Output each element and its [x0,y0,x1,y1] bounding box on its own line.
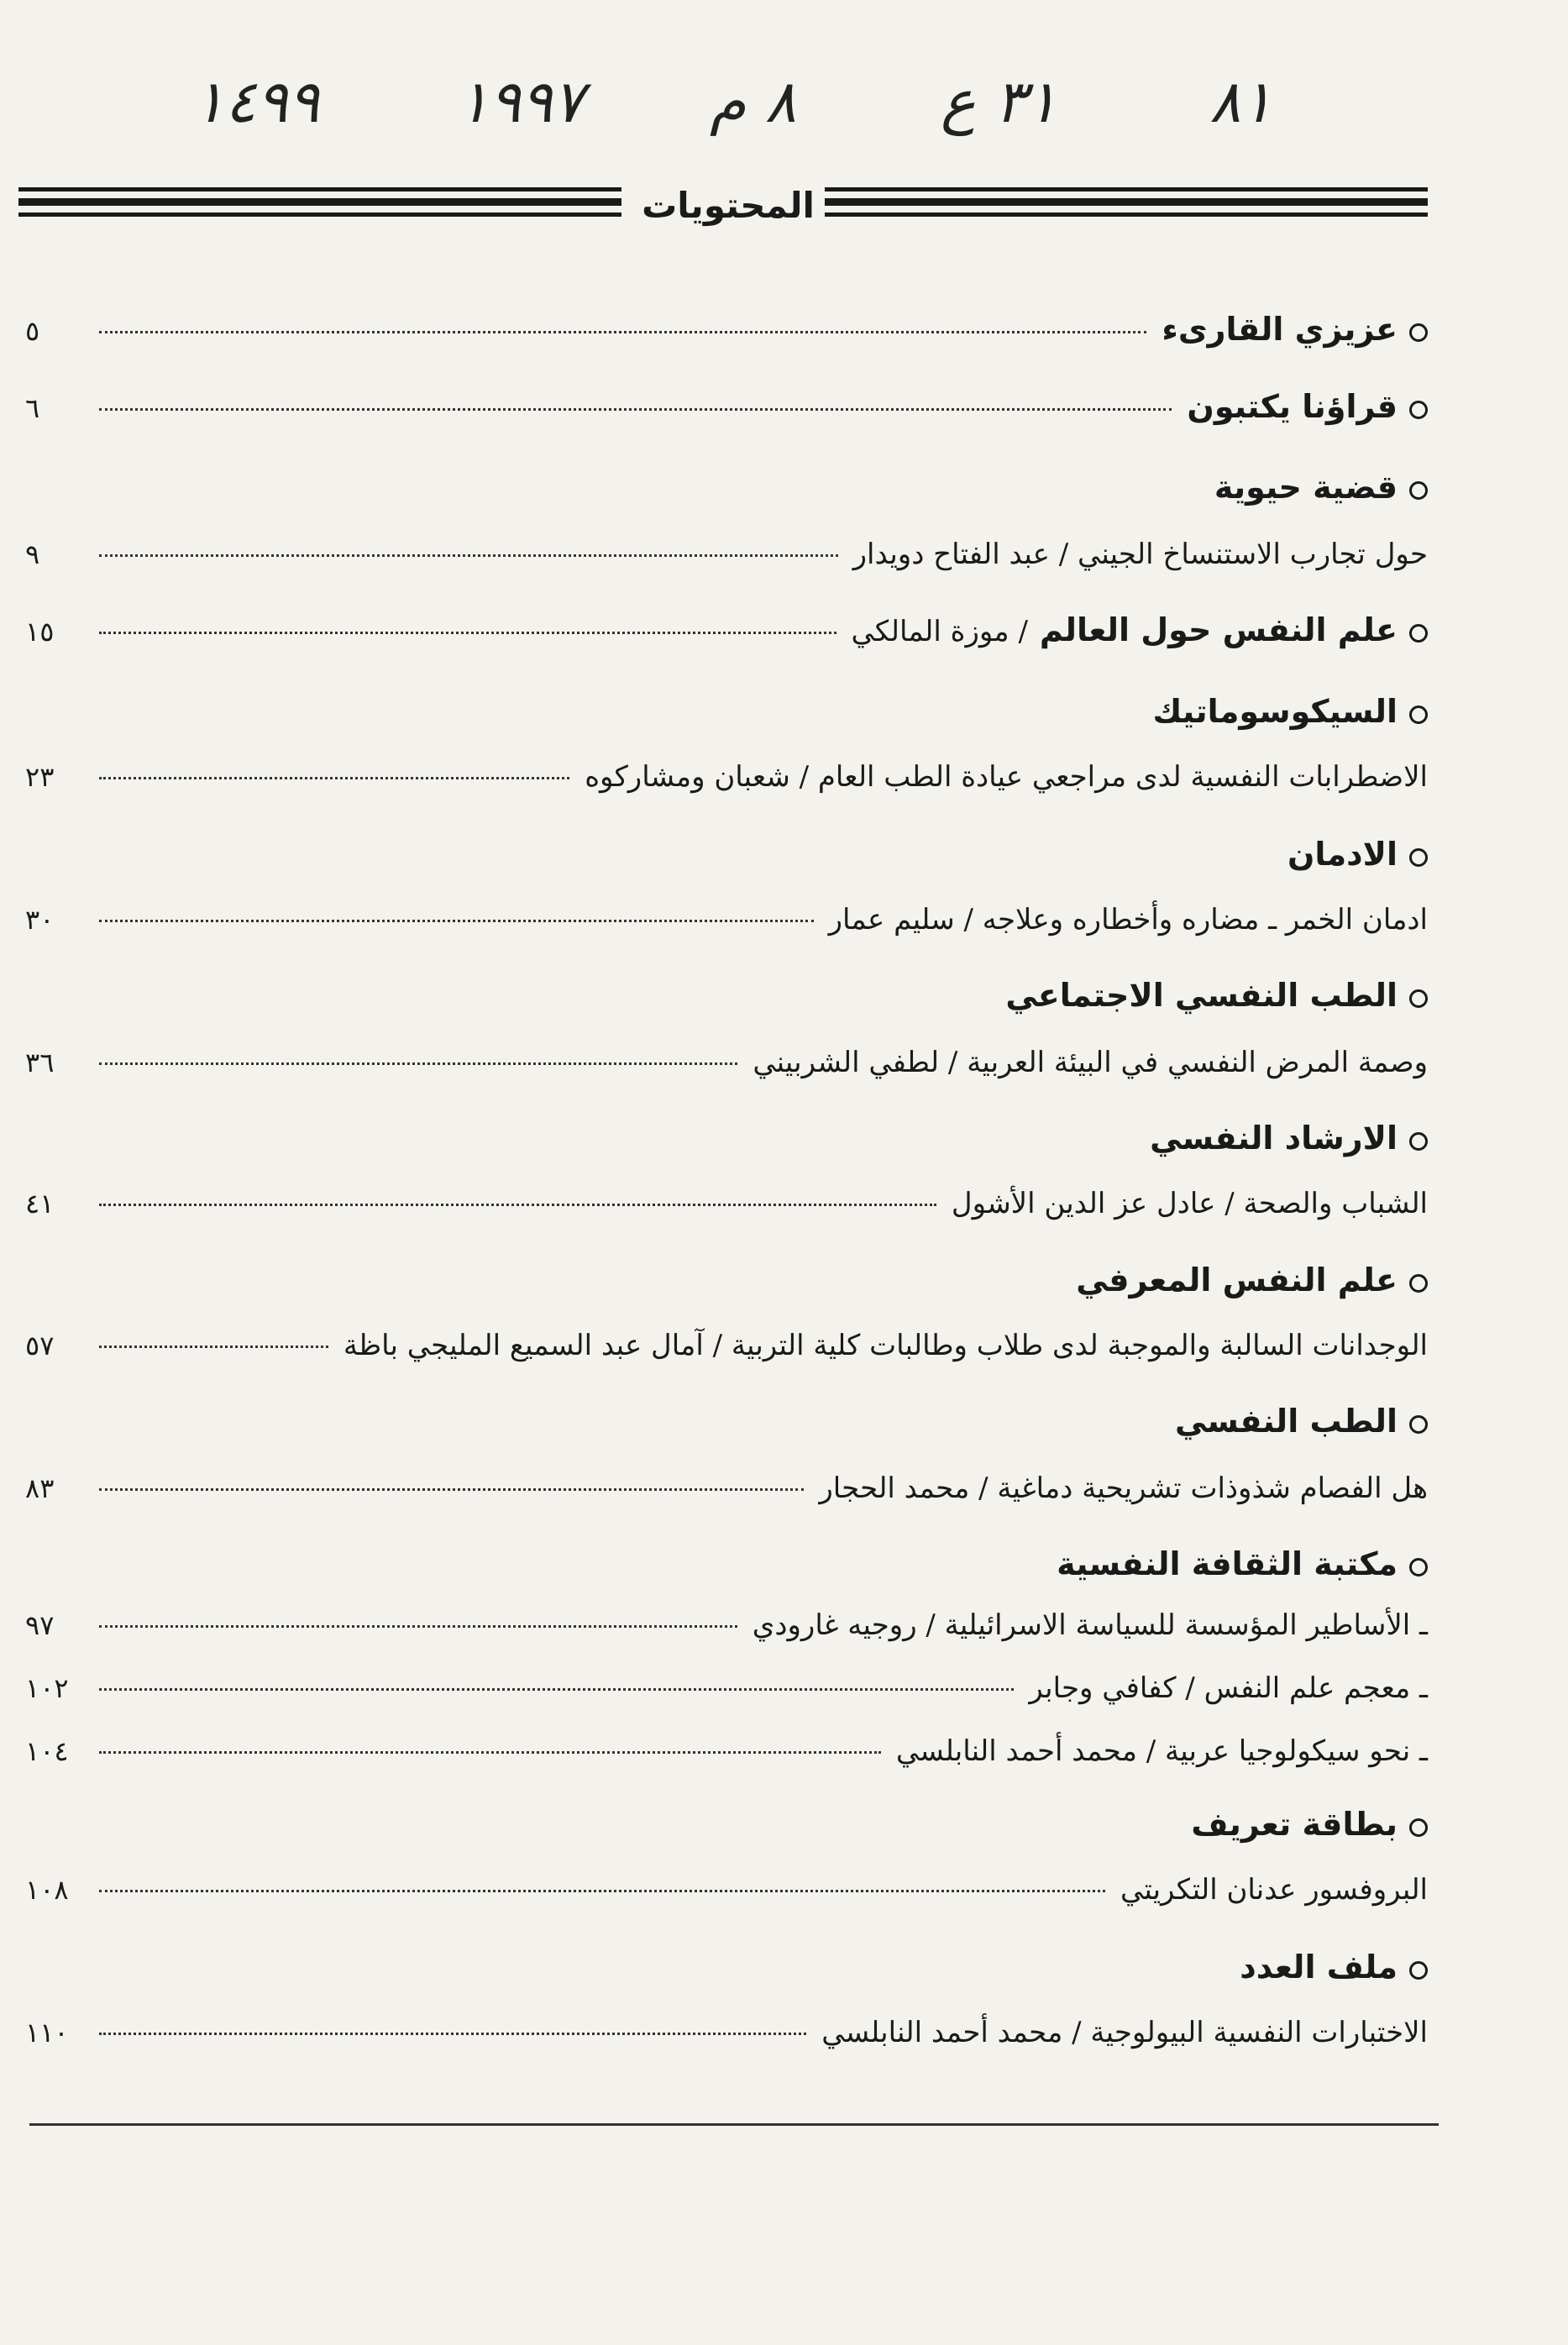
toc-section-heading [25,836,1428,873]
toc-article[interactable] [25,1873,1428,1907]
title-row [18,181,1428,231]
toc-section-heading [25,469,1428,506]
handwritten-note: ٨ م [710,67,797,136]
circle-bullet-icon [1409,323,1428,342]
circle-bullet-icon [1409,1274,1428,1293]
article-title: الوجدانات السالبة والموجبة لدى طلاب وطالبات كلية التربية / آمال عبد السميع المليجي باظة [343,1329,1428,1362]
page-number: ٣٦ [25,1047,55,1078]
toc-section-heading [25,1120,1428,1157]
circle-bullet-icon [1409,1961,1428,1980]
article-title: البروفسور عدنان التكريتي [1120,1873,1428,1907]
toc-article[interactable] [25,1608,1428,1642]
leader-dots [99,1625,737,1628]
article-title: وصمة المرض النفسي في البيئة العربية / لطفي الشربيني [753,1046,1428,1079]
page-number: ١٠٤ [25,1735,69,1767]
toc-article[interactable] [25,760,1428,794]
article-title: الشباب والصحة / عادل عز الدين الأشول [951,1187,1428,1220]
toc-article[interactable] [25,538,1428,571]
page-number: ١٠٢ [25,1672,69,1704]
article-title: حول تجارب الاستنساخ الجيني / عبد الفتاح دويدار [852,538,1428,571]
circle-bullet-icon [1409,401,1428,419]
title-rule-left [18,187,621,224]
toc-section-heading [25,1949,1428,1986]
leader-dots [99,1204,936,1206]
bottom-divider [29,2123,1439,2126]
toc-article[interactable] [25,1734,1428,1768]
leader-dots [99,1346,328,1348]
section-title: ملف العدد [1240,1949,1398,1986]
toc-article[interactable] [25,1671,1428,1705]
toc-article[interactable] [25,2016,1428,2049]
circle-bullet-icon [1409,989,1428,1008]
section-title: مكتبة الثقافة النفسية [1057,1545,1398,1582]
title-rule-right [825,187,1428,224]
toc-section[interactable] [25,611,1428,648]
page-number: ١٥ [25,616,55,648]
toc-article[interactable] [25,1329,1428,1362]
section-title: بطاقة تعريف [1191,1806,1398,1843]
toc-article[interactable] [25,1187,1428,1220]
section-title: السيكوسوماتيك [1152,693,1398,730]
leader-dots [99,1751,881,1754]
page-number: ٩ [25,538,40,570]
page-number: ٣٠ [25,904,55,936]
article-title: ـ الأساطير المؤسسة للسياسة الاسرائيلية / روجيه غارودي [752,1608,1428,1642]
toc-section-heading [25,977,1428,1014]
page-number: ١١٠ [25,2017,69,2049]
article-title: ـ نحو سيكولوجيا عربية / محمد أحمد النابلسي [895,1734,1428,1768]
page-title: المحتويات [642,185,815,226]
circle-bullet-icon [1409,1818,1428,1837]
leader-dots [99,777,569,779]
leader-dots [99,2033,806,2035]
article-title: الاضطرابات النفسية لدى مراجعي عيادة الطب العام / شعبان ومشاركوه [585,760,1428,794]
leader-dots [99,331,1146,333]
author-name: / موزة المالكي [851,615,1028,648]
circle-bullet-icon [1409,1558,1428,1576]
page-number: ٢٣ [25,761,55,793]
toc-section[interactable] [25,388,1428,425]
page-number: ٨٣ [25,1472,55,1504]
section-title: الارشاد النفسي [1150,1120,1398,1157]
leader-dots [99,408,1172,411]
leader-dots [99,554,838,557]
section-title: عزيزي القارىء [1162,311,1398,348]
page-number: ٤١ [25,1188,55,1220]
toc-section-heading [25,1806,1428,1843]
section-title: قراؤنا يكتبون [1187,388,1398,425]
leader-dots [99,1688,1014,1691]
handwritten-note: ١٤٩٩ [193,67,320,136]
leader-dots [99,632,836,634]
toc-section-heading [25,1545,1428,1582]
article-title: الاختبارات النفسية البيولوجية / محمد أحمد النابلسي [821,2016,1428,2049]
toc-article[interactable] [25,1472,1428,1505]
section-title: علم النفس المعرفي [1076,1262,1398,1298]
section-title: الطب النفسي الاجتماعي [1005,977,1398,1014]
circle-bullet-icon [1409,848,1428,867]
toc-section[interactable] [25,311,1428,348]
page-number: ٥٧ [25,1330,55,1361]
toc-article[interactable] [25,1046,1428,1079]
leader-dots [99,1062,737,1065]
leader-dots [99,1890,1105,1892]
circle-bullet-icon [1409,1415,1428,1434]
article-title: ادمان الخمر ـ مضاره وأخطاره وعلاجه / سليم عمار [828,903,1428,936]
leader-dots [99,920,814,922]
article-title: ـ معجم علم النفس / كفافي وجابر [1029,1671,1428,1705]
section-title: قضية حيوية [1214,469,1398,506]
section-title: الادمان [1287,836,1398,873]
page-number: ١٠٨ [25,1874,69,1906]
handwritten-note: ١٩٩٧ [458,67,585,136]
toc-section-heading [25,693,1428,730]
section-title: علم النفس حول العالم [1039,611,1398,648]
circle-bullet-icon [1409,481,1428,500]
toc-article[interactable] [25,903,1428,936]
page-number: ٥ [25,315,40,347]
leader-dots [99,1488,804,1491]
toc-section-heading [25,1262,1428,1298]
page-number: ٩٧ [25,1609,55,1641]
circle-bullet-icon [1409,624,1428,643]
page-number: ٦ [25,392,40,424]
toc-section-heading [25,1403,1428,1440]
circle-bullet-icon [1409,1132,1428,1151]
handwritten-note: ٣١ ع [941,67,1058,136]
handwritten-note: ٨١ [1209,67,1273,136]
article-title: هل الفصام شذوذات تشريحية دماغية / محمد الحجار [819,1472,1428,1505]
section-title: الطب النفسي [1174,1403,1398,1440]
circle-bullet-icon [1409,706,1428,724]
